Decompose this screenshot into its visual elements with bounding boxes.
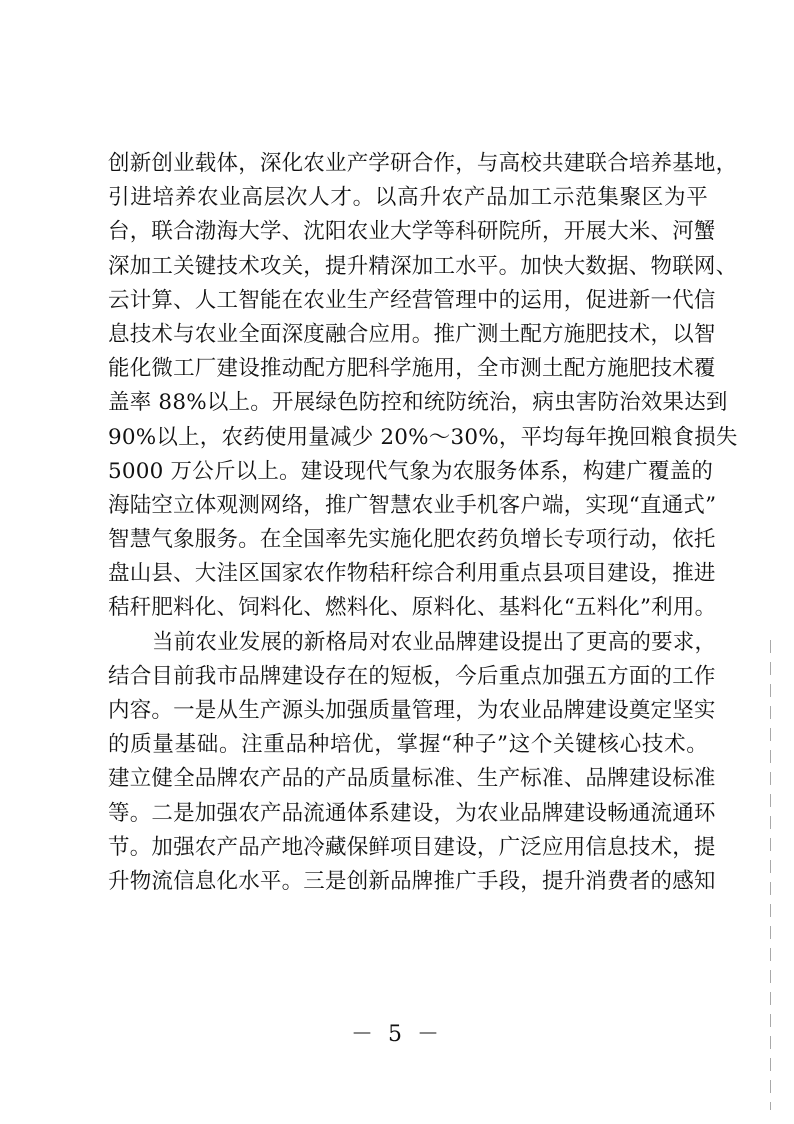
text-line: 能化微工厂建设推动配方肥科学施用，全市测土配方施肥技术覆 xyxy=(108,356,716,382)
text-line: 海陆空立体观测网络，推广智慧农业手机客户端，实现“直通式” xyxy=(108,492,717,518)
text-line: 内容。一是从生产源头加强质量管理，为农业品牌建设奠定坚实 xyxy=(108,698,716,723)
text-line: 创新创业载体，深化农业产学研合作，与高校共建联合培养基地， xyxy=(108,151,738,176)
paragraph-first-line: 当前农业发展的新格局对农业品牌建设提出了更高的要求， xyxy=(152,629,717,655)
text-line: 节。加强农产品产地冷藏保鲜项目建设，广泛应用信息技术，提 xyxy=(108,834,716,860)
text-line: 盖率 88%以上。开展绿色防控和统防统治，病虫害防治效果达到 xyxy=(108,390,728,416)
text-line: 结合目前我市品牌建设存在的短板，今后重点加强五方面的工作 xyxy=(108,663,716,689)
scan-binding-edge xyxy=(770,640,771,1110)
text-line: 5000 万公斤以上。建设现代气象为农服务体系，构建广覆盖的 xyxy=(108,458,714,484)
text-line: 升物流信息化水平。三是创新品牌推广手段，提升消费者的感知 xyxy=(108,868,716,894)
text-line: 云计算、人工智能在农业生产经营管理中的运用，促进新一代信 xyxy=(108,287,716,313)
text-line: 息技术与农业全面深度融合应用。推广测土配方施肥技术，以智 xyxy=(108,321,716,347)
text-line: 建立健全品牌农产品的产品质量标准、生产标准、品牌建设标准 xyxy=(108,766,716,792)
text-line: 引进培养农业高层次人才。以高升农产品加工示范集聚区为平 xyxy=(108,185,708,211)
text-line: 深加工关键技术攻关，提升精深加工水平。加快大数据、物联网、 xyxy=(108,253,738,279)
text-line: 秸秆肥料化、饲料化、燃料化、原料化、基料化“五料化”利用。 xyxy=(108,595,717,621)
body-text xyxy=(108,147,738,899)
text-line: 台，联合渤海大学、沈阳农业大学等科研院所，开展大米、河蟹 xyxy=(108,219,716,245)
text-line: 盘山县、大洼区国家农作物秸秆综合利用重点县项目建设，推进 xyxy=(108,561,716,587)
text-line: 智慧气象服务。在全国率先实施化肥农药负增长专项行动，依托 xyxy=(108,527,716,553)
text-line: 等。二是加强农产品流通体系建设，为农业品牌建设畅通流通环 xyxy=(108,800,716,826)
page-number: － 5 － xyxy=(351,1022,443,1047)
text-line: 的质量基础。注重品种培优，掌握“种子”这个关键核心技术。 xyxy=(108,732,708,758)
text-line: 90%以上，农药使用量减少 20%～30%，平均每年挽回粮食损失 xyxy=(108,424,738,450)
